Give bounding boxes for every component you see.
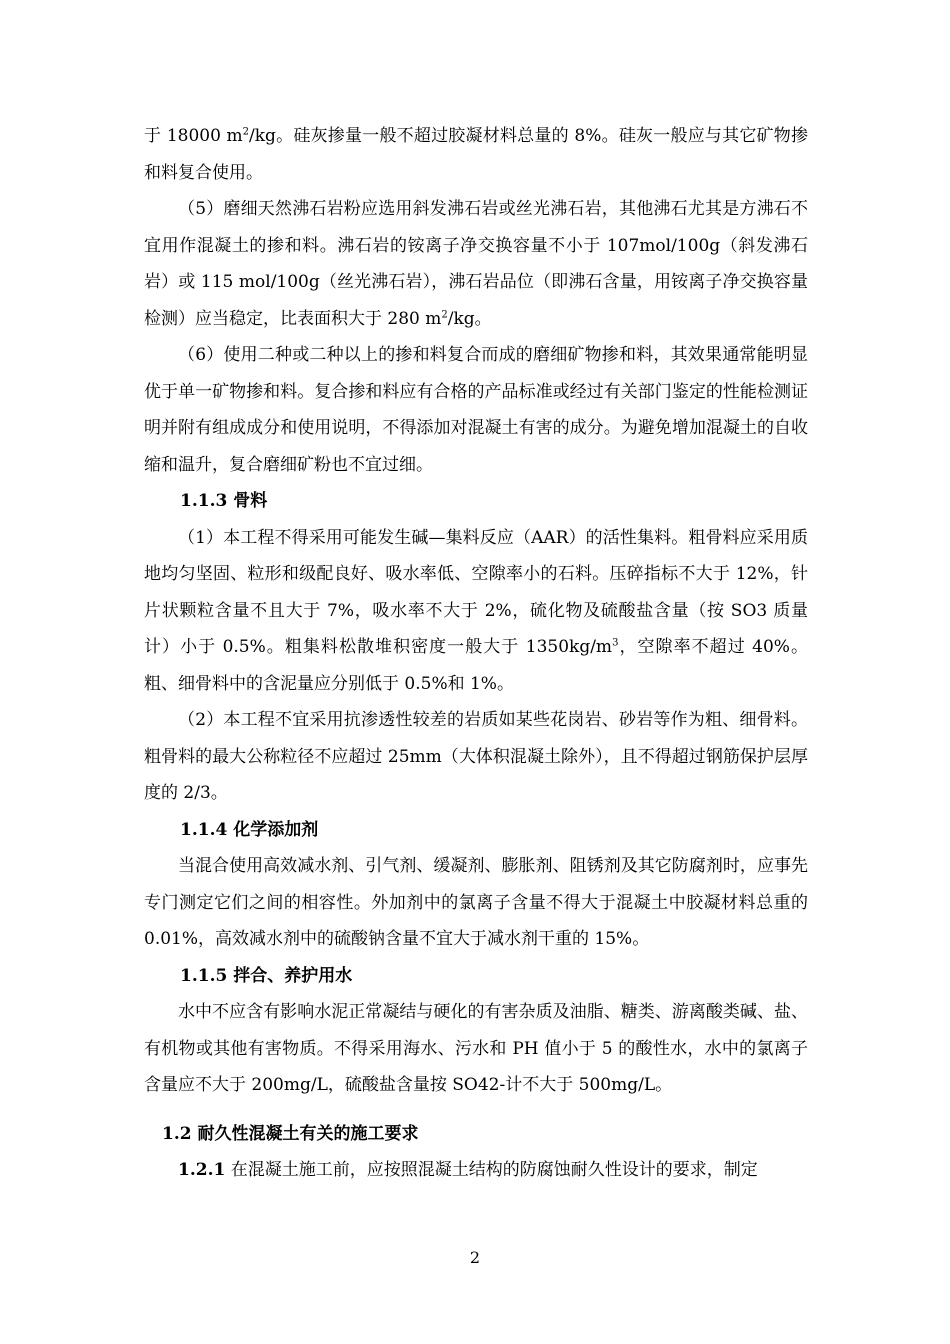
paragraph-zeolite (144, 191, 808, 337)
text-run: （1）本工程不得采用可能发生碱—集料反应（AAR）的活性集料。粗骨料应采用质地均匀坚固、粒形和级配良好、吸水率低、空隙率小的石料。压碎指标不大于 12%，针片状颗粒含量不且大于 7%，吸水率不大于 2%，硫化物及硫酸盐含量（按 SO3 质量计）小于 0.5%。粗集料松散堆积密度一般大于 1350kg/m (144, 527, 808, 657)
superscript: 2 (441, 308, 448, 320)
text-run: 在混凝土施工前，应按照混凝土结构的防腐蚀耐久性设计的要求，制定 (225, 1160, 758, 1180)
superscript: 3 (612, 637, 619, 649)
heading-construction-requirements: 1.2 耐久性混凝土有关的施工要求 (162, 1123, 419, 1144)
heading-aggregate: 1.1.3 骨料 (180, 491, 268, 511)
page-number: 2 (469, 1248, 481, 1267)
paragraph-silica-fume (144, 118, 808, 191)
paragraph-aggregate-1 (144, 520, 808, 703)
paragraph-composite-admixture: （6）使用二种或二种以上的掺和料复合而成的磨细矿物掺和料，其效果通常能明显优于单一矿物掺和料。复合掺和料应有合格的产品标准或经过有关部门鉴定的性能检测证明并附有组成成分和使用说明，不得添加对混凝土有害的成分。为避免增加混凝土的自收缩和温升，复合磨细矿粉也不宜过细。 (144, 345, 808, 475)
superscript: 2 (242, 126, 250, 138)
body-text (144, 118, 808, 1189)
heading-chemical-additives: 1.1.4 化学添加剂 (180, 819, 319, 840)
paragraph-mixing-water: 水中不应含有影响水泥正常凝结与硬化的有害杂质及油脂、糖类、游离酸类碱、盐、有机物或其他有害物质。不得采用海水、污水和 PH 值小于 5 的酸性水，水中的氯离子含量应不大于 200mg/L，硫酸盐含量按 SO42-计不大于 500mg/L。 (144, 1002, 808, 1095)
text-run: （5）磨细天然沸石岩粉应选用斜发沸石岩或丝光沸石岩，其他沸石尤其是方沸石不宜用作混凝土的掺和料。沸石岩的铵离子净交换容量不小于 107mol/100g（斜发沸石岩）或 115 mol/100g（丝光沸石岩），沸石岩品位（即沸石含量，用铵离子净交换容量检测）应当稳定，比表面积大于 280 m (144, 199, 808, 329)
text-run: ，空隙率不超过 40%。粗、细骨料中的含泥量应分别低于 0.5%和 1%。 (144, 637, 808, 694)
paragraph-chemical-additives: 当混合使用高效减水剂、引气剂、缓凝剂、膨胀剂、阻锈剂及其它防腐剂时，应事先专门测定它们之间的相容性。外加剂中的氯离子含量不得大于混凝土中胶凝材料总重的 0.01%，高效减水剂中的硫酸钠含量不宜大于减水剂干重的 15%。 (144, 856, 808, 949)
clause-number: 1.2.1 (178, 1160, 226, 1180)
text-run: /kg。 (447, 308, 492, 329)
text-run: 于 18000 m (144, 126, 243, 146)
heading-mixing-water: 1.1.5 拌合、养护用水 (180, 965, 353, 986)
paragraph-construction-1 (144, 1152, 808, 1189)
paragraph-aggregate-2: （2）本工程不宜采用抗渗透性较差的岩质如某些花岗岩、砂岩等作为粗、细骨料。粗骨料的最大公称粒径不应超过 25mm（大体积混凝土除外），且不得超过钢筋保护层厚度的 2/3。 (144, 710, 808, 803)
text-run: /kg。硅灰掺量一般不超过胶凝材料总量的 8%。硅灰一般应与其它矿物掺和料复合使用。 (144, 126, 808, 183)
